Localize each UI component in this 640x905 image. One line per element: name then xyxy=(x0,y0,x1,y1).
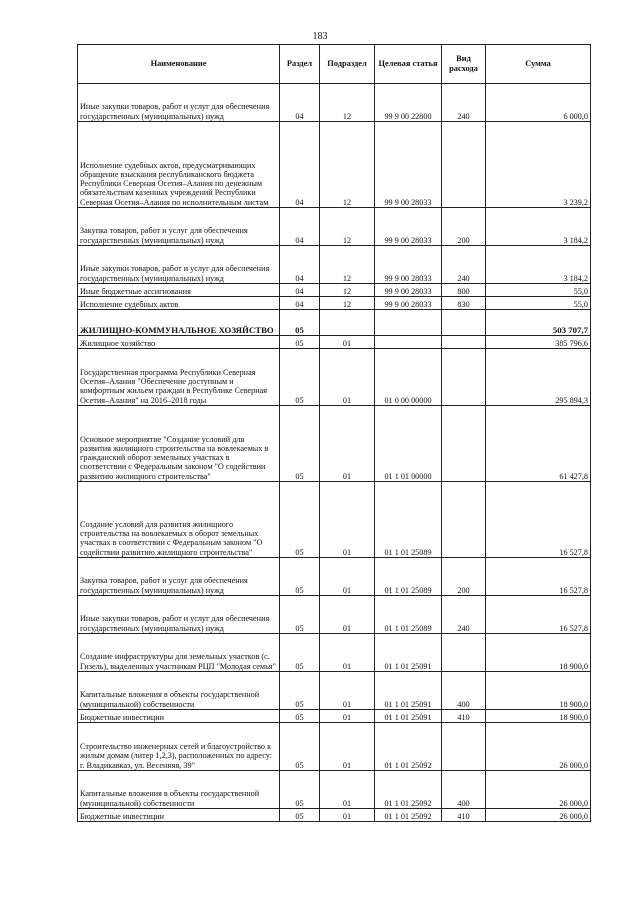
cell-razdel: 05 xyxy=(280,771,320,809)
cell-statya: 01 1 01 25091 xyxy=(375,710,442,723)
cell-podrazdel: 01 xyxy=(320,809,375,822)
cell-razdel: 05 xyxy=(280,672,320,710)
cell-razdel: 05 xyxy=(280,349,320,406)
cell-podrazdel: 01 xyxy=(320,710,375,723)
cell-razdel: 05 xyxy=(280,482,320,558)
cell-vid xyxy=(442,336,486,349)
cell-podrazdel: 01 xyxy=(320,672,375,710)
cell-podrazdel: 12 xyxy=(320,84,375,122)
header-summa: Сумма xyxy=(486,45,591,84)
budget-table xyxy=(77,44,591,822)
cell-summa: 295 894,3 xyxy=(486,349,591,406)
page-number: 183 xyxy=(312,31,328,42)
cell-name: Иные закупки товаров, работ и услуг для обеспечения государственных (муниципальных) нужд xyxy=(78,596,280,634)
cell-statya xyxy=(375,310,442,336)
cell-summa: 503 707,7 xyxy=(486,310,591,336)
cell-razdel: 05 xyxy=(280,809,320,822)
cell-summa: 18 900,0 xyxy=(486,710,591,723)
cell-summa: 385 796,6 xyxy=(486,336,591,349)
table-row xyxy=(78,710,591,723)
cell-podrazdel: 12 xyxy=(320,208,375,246)
table-row xyxy=(78,336,591,349)
cell-vid: 410 xyxy=(442,710,486,723)
table-row xyxy=(78,208,591,246)
cell-name: Жилищное хозяйство xyxy=(78,336,280,349)
cell-vid: 240 xyxy=(442,246,486,284)
cell-statya: 01 1 01 25089 xyxy=(375,558,442,596)
cell-podrazdel: 01 xyxy=(320,336,375,349)
cell-vid xyxy=(442,723,486,771)
table-row xyxy=(78,310,591,336)
table-row xyxy=(78,809,591,822)
cell-name: Закупка товаров, работ и услуг для обеспечения государственных (муниципальных) нужд xyxy=(78,208,280,246)
cell-name: Создание условий для развития жилищного строительства на вовлекаемых в оборот земельных участках в соответствии с Федеральным законом "О содействии развитию жилищного строительства" xyxy=(78,482,280,558)
cell-razdel: 04 xyxy=(280,284,320,297)
cell-razdel: 04 xyxy=(280,297,320,310)
table-row xyxy=(78,406,591,482)
cell-statya: 99 9 00 28033 xyxy=(375,284,442,297)
table-row xyxy=(78,596,591,634)
cell-podrazdel: 12 xyxy=(320,284,375,297)
cell-vid xyxy=(442,482,486,558)
cell-razdel: 05 xyxy=(280,336,320,349)
cell-vid xyxy=(442,310,486,336)
cell-podrazdel xyxy=(320,310,375,336)
table-row xyxy=(78,634,591,672)
cell-name: Бюджетные инвестиции xyxy=(78,809,280,822)
cell-name: Закупка товаров, работ и услуг для обеспечения государственных (муниципальных) нужд xyxy=(78,558,280,596)
cell-razdel: 04 xyxy=(280,246,320,284)
cell-statya: 01 1 01 25092 xyxy=(375,809,442,822)
cell-summa: 26 000,0 xyxy=(486,809,591,822)
table-row xyxy=(78,84,591,122)
cell-podrazdel: 01 xyxy=(320,596,375,634)
cell-name: Исполнение судебных актов xyxy=(78,297,280,310)
table-header-row xyxy=(78,45,591,84)
table-row xyxy=(78,771,591,809)
cell-summa: 16 527,8 xyxy=(486,596,591,634)
cell-vid xyxy=(442,634,486,672)
cell-vid: 400 xyxy=(442,672,486,710)
cell-summa: 55,0 xyxy=(486,284,591,297)
cell-vid: 800 xyxy=(442,284,486,297)
cell-statya: 99 9 00 22800 xyxy=(375,84,442,122)
cell-razdel: 05 xyxy=(280,710,320,723)
cell-name: Капитальные вложения в объекты государственной (муниципальной) собственности xyxy=(78,672,280,710)
cell-razdel: 05 xyxy=(280,558,320,596)
cell-name: Бюджетные инвестиции xyxy=(78,710,280,723)
cell-statya: 01 1 01 25092 xyxy=(375,771,442,809)
cell-vid: 400 xyxy=(442,771,486,809)
cell-summa: 6 000,0 xyxy=(486,84,591,122)
cell-razdel: 04 xyxy=(280,122,320,208)
cell-name: Основное мероприятие "Создание условий для развития жилищного строительства на вовлекаемых в гражданский оборот земельных участках в соответствии с Федеральным законом "О содействии развитию жилищного строительства" xyxy=(78,406,280,482)
header-name: Наименование xyxy=(78,45,280,84)
cell-podrazdel: 12 xyxy=(320,297,375,310)
cell-statya: 01 1 01 25092 xyxy=(375,723,442,771)
cell-podrazdel: 01 xyxy=(320,406,375,482)
cell-statya: 01 1 01 25089 xyxy=(375,482,442,558)
cell-podrazdel: 01 xyxy=(320,482,375,558)
table-row xyxy=(78,558,591,596)
cell-statya: 99 9 00 28033 xyxy=(375,122,442,208)
cell-podrazdel: 01 xyxy=(320,558,375,596)
cell-podrazdel: 01 xyxy=(320,634,375,672)
header-razdel: Раздел xyxy=(280,45,320,84)
cell-statya: 99 9 00 28033 xyxy=(375,246,442,284)
table-row xyxy=(78,297,591,310)
cell-summa: 16 527,8 xyxy=(486,482,591,558)
cell-summa: 26 000,0 xyxy=(486,771,591,809)
cell-summa: 16 527,8 xyxy=(486,558,591,596)
cell-razdel: 05 xyxy=(280,723,320,771)
cell-vid: 240 xyxy=(442,596,486,634)
cell-summa: 3 184,2 xyxy=(486,208,591,246)
cell-razdel: 05 xyxy=(280,406,320,482)
cell-podrazdel: 01 xyxy=(320,723,375,771)
cell-summa: 26 000,0 xyxy=(486,723,591,771)
cell-podrazdel: 01 xyxy=(320,349,375,406)
cell-summa: 18 900,0 xyxy=(486,672,591,710)
cell-statya xyxy=(375,336,442,349)
cell-name: Создание инфраструктуры для земельных участков (с. Гизель), выделенных участникам РЦП "Молодая семья" xyxy=(78,634,280,672)
table-row xyxy=(78,723,591,771)
cell-statya: 99 9 00 28033 xyxy=(375,297,442,310)
cell-name: Иные закупки товаров, работ и услуг для обеспечения государственных (муниципальных) нужд xyxy=(78,246,280,284)
table-row xyxy=(78,122,591,208)
cell-statya: 01 1 01 25089 xyxy=(375,596,442,634)
cell-statya: 99 9 00 28033 xyxy=(375,208,442,246)
cell-summa: 55,0 xyxy=(486,297,591,310)
table-row xyxy=(78,672,591,710)
table-row xyxy=(78,284,591,297)
cell-vid xyxy=(442,349,486,406)
cell-vid: 830 xyxy=(442,297,486,310)
cell-podrazdel: 12 xyxy=(320,246,375,284)
cell-name: Исполнение судебных актов, предусматривающих обращение взыскания республиканского бюджета Республики Северная Осетия–Алания по денежным обязательствам казенных учреждений Республики Северная Осетия–Алания по исполнительным листам xyxy=(78,122,280,208)
cell-razdel: 04 xyxy=(280,84,320,122)
cell-razdel: 04 xyxy=(280,208,320,246)
cell-vid xyxy=(442,406,486,482)
cell-summa: 18 900,0 xyxy=(486,634,591,672)
cell-vid xyxy=(442,122,486,208)
cell-statya: 01 1 01 25091 xyxy=(375,634,442,672)
cell-name: Капитальные вложения в объекты государственной (муниципальной) собственности xyxy=(78,771,280,809)
header-vid: Вид расхода xyxy=(442,45,486,84)
cell-vid: 200 xyxy=(442,208,486,246)
table-row xyxy=(78,349,591,406)
cell-name: ЖИЛИЩНО-КОММУНАЛЬНОЕ ХОЗЯЙСТВО xyxy=(78,310,280,336)
cell-name: Строительство инженерных сетей и благоустройство к жилым домам (литер 1,2,3), расположенных по адресу: г. Владикавказ, ул. Весенняя, 39" xyxy=(78,723,280,771)
cell-name: Иные закупки товаров, работ и услуг для обеспечения государственных (муниципальных) нужд xyxy=(78,84,280,122)
cell-podrazdel: 12 xyxy=(320,122,375,208)
cell-vid: 200 xyxy=(442,558,486,596)
cell-name: Иные бюджетные ассигнования xyxy=(78,284,280,297)
cell-summa: 3 239,2 xyxy=(486,122,591,208)
cell-summa: 61 427,8 xyxy=(486,406,591,482)
cell-podrazdel: 01 xyxy=(320,771,375,809)
cell-vid: 240 xyxy=(442,84,486,122)
cell-vid: 410 xyxy=(442,809,486,822)
cell-statya: 01 1 01 00000 xyxy=(375,406,442,482)
table-row xyxy=(78,246,591,284)
cell-summa: 3 184,2 xyxy=(486,246,591,284)
cell-razdel: 05 xyxy=(280,310,320,336)
header-podrazdel: Подраздел xyxy=(320,45,375,84)
cell-razdel: 05 xyxy=(280,634,320,672)
table-row xyxy=(78,482,591,558)
cell-statya: 01 1 01 25091 xyxy=(375,672,442,710)
cell-statya: 01 0 00 00000 xyxy=(375,349,442,406)
header-statya: Целевая статья xyxy=(375,45,442,84)
cell-razdel: 05 xyxy=(280,596,320,634)
cell-name: Государственная программа Республики Северная Осетия–Алания "Обеспечение доступным и комфортным жильем граждан в Республике Северная Осетия–Алания" на 2016–2018 годы xyxy=(78,349,280,406)
